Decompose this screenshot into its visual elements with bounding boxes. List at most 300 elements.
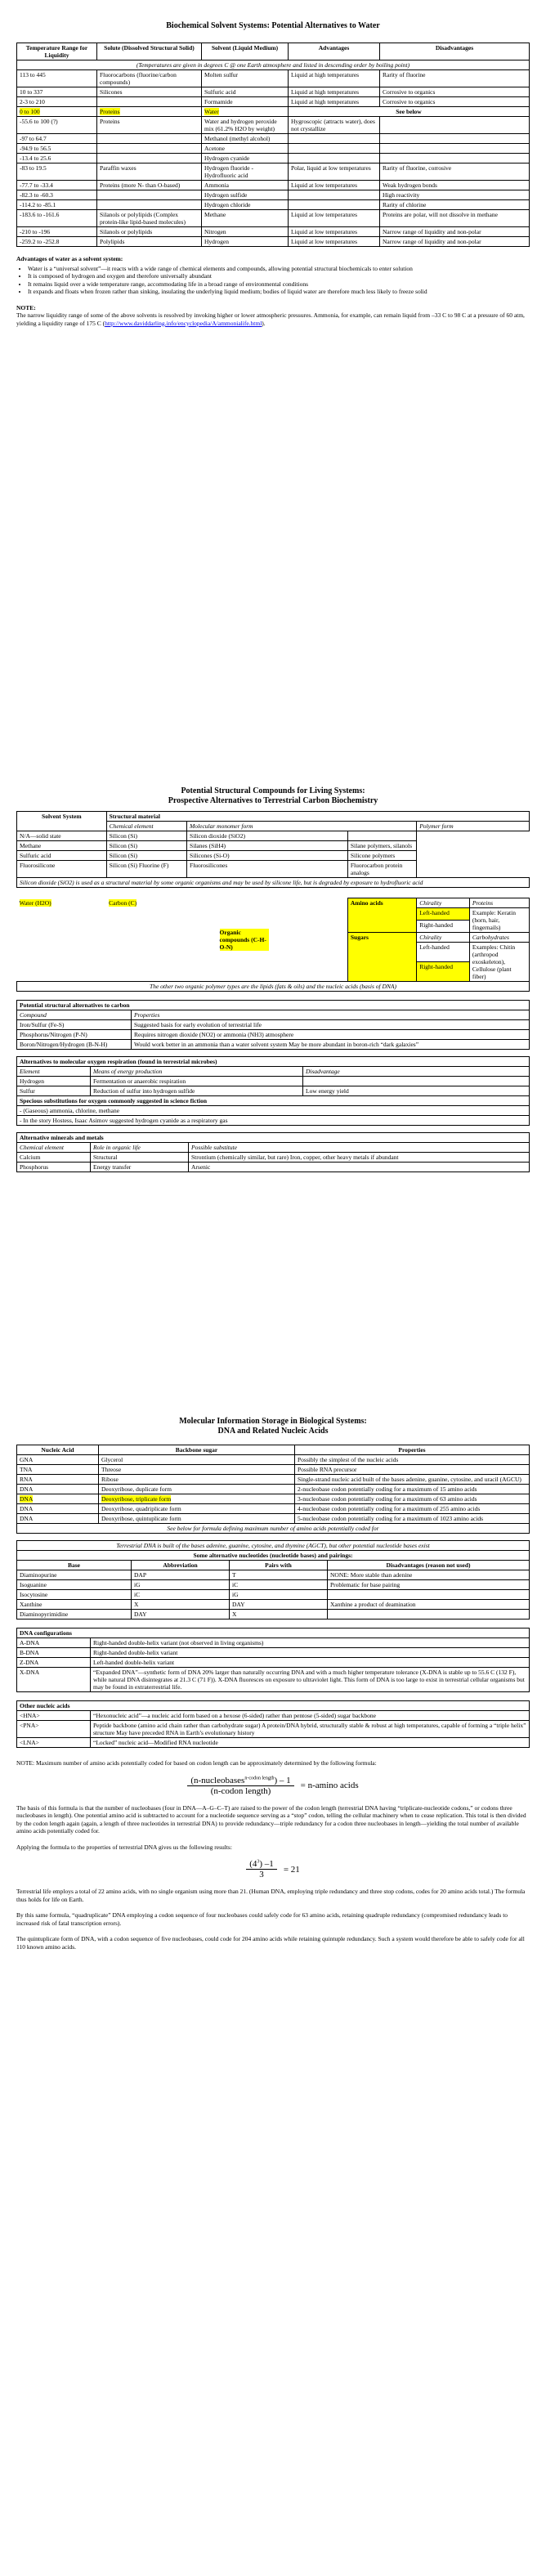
nucleic-title-2: DNA and Related Nucleic Acids — [217, 1427, 329, 1436]
solvent-note-row: (Temperatures are given in degrees C @ one Earth atmosphere and listed in descending order by boiling point) — [17, 60, 530, 70]
table-row-cell — [289, 154, 380, 164]
table-row-cell: iC — [132, 1590, 230, 1600]
right-handed-sugar: Right-handed — [417, 962, 470, 982]
table-row-cell: Liquid at high temperatures — [289, 87, 380, 97]
table-row — [17, 134, 530, 144]
list-item: • It is composed of hydrogen and oxygen and therefore universally abundant — [28, 272, 530, 280]
table-row-cell: -77.7 to -33.4 — [17, 181, 97, 190]
table-row-cell: Isoguanine — [17, 1580, 132, 1590]
table-row-cell — [380, 144, 530, 154]
table-row-cell: Threose — [99, 1465, 295, 1475]
table-row-cell: DAP — [132, 1570, 230, 1580]
table-row-cell: Suggested basis for early evolution of terrestrial life — [132, 1020, 530, 1030]
mol-title: Alternatives to molecular oxygen respiration (found in terrestrial microbes) — [17, 1057, 530, 1067]
table-row-cell — [17, 107, 97, 117]
table-row-cell: Silane polymers, silanols — [347, 841, 416, 851]
table-row-cell — [97, 144, 202, 154]
table-row-cell: RNA — [17, 1475, 99, 1485]
table-row-cell: iG — [132, 1580, 230, 1590]
nucleobase-table — [16, 1540, 530, 1620]
table-row-cell: Deoxyribose, quintuplicate form — [99, 1514, 295, 1524]
table-row — [17, 1721, 530, 1738]
highlight: Proteins — [100, 108, 120, 115]
table-row — [17, 210, 530, 227]
table-row-cell: Paraffin waxes — [97, 164, 202, 181]
mol-rows — [17, 1077, 530, 1096]
table-row-cell: -55.6 to 100 (?) — [17, 117, 97, 134]
table-row-cell: Hydrogen — [17, 1077, 91, 1086]
th-temp: Temperature Range for Liquidity — [17, 43, 97, 60]
table-row — [17, 1504, 530, 1514]
structural-title-2: Prospective Alternatives to Terrestrial Carbon Biochemistry — [168, 796, 378, 805]
table-row-cell: Molten sulfur — [202, 70, 289, 87]
table-row-cell: Hydrogen fluoride -Hydrofluoric acid — [202, 164, 289, 181]
table-row — [17, 1638, 530, 1648]
table-row — [17, 1153, 530, 1163]
table-row — [17, 1020, 530, 1030]
table-row-cell: Polar, liquid at low temperatures — [289, 164, 380, 181]
list-item: • It expands and floats when frozen rather than sinking, insulating the underlying liquid medium; bodies of liquid water are therefore much less likely to freeze solid — [28, 288, 530, 296]
table-row-cell: Silicon (Si) — [106, 841, 186, 851]
table-row — [17, 227, 530, 237]
amino-label: Amino acids — [347, 898, 416, 933]
other-rows — [17, 1711, 530, 1748]
carbs-label: Carbohydrates — [469, 933, 529, 943]
table-row-cell: Liquid at low temperatures — [289, 227, 380, 237]
table-row-cell: See below — [289, 107, 530, 117]
table-row-cell: 5-nucleobase codon potentially coding for a maximum of 1023 amino acids — [295, 1514, 530, 1524]
table-row-cell: 3-nucleobase codon potentially coding for a maximum of 63 amino acids — [295, 1494, 530, 1504]
sugars-label: Sugars — [347, 933, 416, 982]
table-row-cell: Glycerol — [99, 1455, 295, 1465]
alt-title: Alternative minerals and metals — [17, 1133, 530, 1143]
table-row-cell: Methane — [202, 210, 289, 227]
note-text — [16, 311, 530, 327]
table-row-cell: Silicones (Si-O) — [187, 851, 348, 861]
th-solvent-system: Solvent System — [17, 812, 107, 831]
table-row-cell — [202, 107, 289, 117]
proteins-example: Example: Keratin (horn, hair, fingernails) — [469, 908, 529, 933]
table-row-cell: “Locked” nucleic acid—Modified RNA nucleotide — [91, 1738, 530, 1748]
left-handed-amino: Left-handed — [417, 908, 470, 921]
table-row-cell: <LNA> — [17, 1738, 91, 1748]
table-row-cell: Energy transfer — [91, 1163, 189, 1172]
table-row-cell: Iron/Sulfur (Fe-S) — [17, 1020, 132, 1030]
conf-title: DNA configurations — [17, 1628, 530, 1638]
table-row-cell: Fermentation or anaerobic respiration — [91, 1077, 303, 1086]
table-row-cell: Silicon (Si) Fluorine (F) — [106, 861, 186, 878]
mol-h-element: Element — [17, 1067, 91, 1077]
table-row — [17, 1494, 530, 1504]
nucleic-section — [16, 1417, 530, 1951]
table-row — [17, 1610, 530, 1620]
alt-h-element: Chemical element — [17, 1143, 91, 1153]
table-row-cell: Proteins are polar, will not dissolve in methane — [380, 210, 530, 227]
th-advantages: Advantages — [289, 43, 380, 60]
table-row-cell: X — [132, 1600, 230, 1610]
table-row-cell: Problematic for base pairing — [328, 1580, 530, 1590]
table-row-cell — [289, 200, 380, 210]
table-row-cell: “Hexonucleic acid”—a nucleic acid form based on a hexose (6-sided) rather than pentose (5-sided) sugar backbone — [91, 1711, 530, 1721]
table-row-cell: Silanols or polylipids (Complex protein-like lipid-based molecules) — [97, 210, 202, 227]
table-row-cell: Hygroscopic (attracts water), does not crystallize — [289, 117, 380, 134]
structural-rows — [17, 831, 530, 878]
table-row-cell: 10 to 337 — [17, 87, 97, 97]
table-row — [17, 1465, 530, 1475]
highlight: 0 to 100 — [20, 108, 40, 115]
table-row-cell: Phosphorus/Nitrogen (P-N) — [17, 1030, 132, 1040]
right-handed-amino: Right-handed — [417, 921, 470, 933]
table-row-cell: Polylipids — [97, 237, 202, 247]
table-row — [17, 70, 530, 87]
table-row-cell: Left-handed double-helix variant — [91, 1658, 530, 1668]
table-row — [17, 107, 530, 117]
spec-title: Specious substitutions for oxygen commonly suggested in science fiction — [17, 1096, 530, 1106]
table-row-cell — [289, 144, 380, 154]
table-row-cell: Isocytosine — [17, 1590, 132, 1600]
note-link[interactable]: http://www.daviddarling.info/encyclopedia/A/ammonialife.html — [105, 319, 262, 327]
th-solute: Solute (Dissolved Structural Solid) — [97, 43, 202, 60]
table-row-cell: Fluorocarbons (fluorine/carbon compounds) — [97, 70, 202, 87]
th-disadv: Disadvantages (reason not used) — [328, 1561, 530, 1570]
table-row-cell — [97, 190, 202, 200]
table-row-cell: Silanols or polylipids — [97, 227, 202, 237]
table-row-cell: -183.6 to -161.6 — [17, 210, 97, 227]
table-row-cell: Liquid at high temperatures — [289, 70, 380, 87]
table-row-cell — [97, 134, 202, 144]
table-row — [17, 1514, 530, 1524]
table-row-cell: Deoxyribose, quadriplicate form — [99, 1504, 295, 1514]
water-adv-list — [28, 265, 530, 296]
table-row-cell: Strontium (chemically similar, but rare) Iron, copper, other heavy metals if abundant — [189, 1153, 530, 1163]
conf-rows — [17, 1638, 530, 1692]
table-row-cell: -94.9 to 56.5 — [17, 144, 97, 154]
highlight: Deoxyribose, triplicate form — [101, 1495, 172, 1503]
highlight: Water — [204, 108, 219, 115]
table-row-cell: Narrow range of liquidity and non-polar — [380, 237, 530, 247]
solvent-rows — [17, 70, 530, 247]
th-chem-element: Chemical element — [106, 822, 186, 831]
table-row-cell: Right-handed double-helix variant — [91, 1648, 530, 1658]
table-row-cell: B-DNA — [17, 1648, 91, 1658]
table-row-cell — [303, 1077, 530, 1086]
table-row-cell: Sulfuric acid — [17, 851, 107, 861]
table-row — [17, 237, 530, 247]
table-row-cell: Corrosive to organics — [380, 97, 530, 107]
table-row-cell — [99, 1494, 295, 1504]
spec-row-2: - In the story Hostess, Isaac Asimov suggested hydrogen cyanide as a respiratory gas — [17, 1116, 530, 1126]
table-row-cell: Possibly the simplest of the nucleic acids — [295, 1455, 530, 1465]
table-row-cell: Arsenic — [189, 1163, 530, 1172]
th-properties: Properties — [295, 1445, 530, 1455]
table-row-cell — [97, 97, 202, 107]
table-row-cell: Methane — [17, 841, 107, 851]
table-row — [17, 1648, 530, 1658]
other-polymers-note: The other two organic polymer types are the lipids (fats & oils) and the nucleic acids (basis of DNA) — [17, 982, 530, 992]
carbon-label: Carbon (C) — [109, 898, 137, 907]
table-row — [17, 1658, 530, 1668]
table-row-cell: Proteins — [97, 117, 202, 134]
table-row-cell: Weak hydrogen bonds — [380, 181, 530, 190]
table-row-cell: NONE: More stable than adenine — [328, 1570, 530, 1580]
table-row-cell: 2-3 to 210 — [17, 97, 97, 107]
table-row-cell: Nitrogen — [202, 227, 289, 237]
table-row — [17, 1668, 530, 1692]
table-row-cell: Liquid at low temperatures — [289, 210, 380, 227]
table-row-cell: Xanthine a product of deamination — [328, 1600, 530, 1610]
para-4: By this same formula, “quadruplicate” DNA employing a codon sequence of four nucleobases could safely code for 63 amino acids, retaining quadruple redundancy (compromised redundancy leads to increased risk of fatal transcription errors). — [16, 1911, 508, 1927]
th-disadvantages: Disadvantages — [380, 43, 530, 60]
table-row-cell — [380, 134, 530, 144]
other-title: Other nucleic acids — [17, 1701, 530, 1711]
table-row-cell: Fluorocarbon protein analogs — [347, 861, 416, 878]
table-row-cell: DAY — [230, 1600, 328, 1610]
table-row-cell: Structural — [91, 1153, 189, 1163]
table-row-cell: Calcium — [17, 1153, 91, 1163]
table-row-cell: 4-nucleobase codon potentially coding for a maximum of 255 amino acids — [295, 1504, 530, 1514]
some-title: Some alternative nucleotides (nucleotide bases) and pairings: — [17, 1551, 530, 1561]
table-row-cell: Reduction of sulfur into hydrogen sulfide — [91, 1086, 303, 1096]
table-row — [17, 181, 530, 190]
table-row-cell: DNA — [17, 1504, 99, 1514]
respiration-table — [16, 1056, 530, 1126]
minerals-table — [16, 1132, 530, 1172]
nb-rows — [17, 1570, 530, 1620]
note-end: ). — [262, 319, 266, 327]
table-row-cell: Corrosive to organics — [380, 87, 530, 97]
table-row-cell: TNA — [17, 1465, 99, 1475]
table-row-cell: T — [230, 1570, 328, 1580]
table-row — [17, 164, 530, 181]
pot-rows — [17, 1020, 530, 1050]
table-row-cell: Rarity of fluorine, corrosive — [380, 164, 530, 181]
table-row-cell: Water and hydrogen peroxide mix (61.2% H2O by weight) — [202, 117, 289, 134]
table-row — [17, 1086, 530, 1096]
table-row-cell: Liquid at low temperatures — [289, 237, 380, 247]
table-row-cell: DAY — [132, 1610, 230, 1620]
table-row-cell — [347, 831, 416, 841]
potential-alt-table — [16, 1000, 530, 1050]
table-row — [17, 117, 530, 134]
solvent-section — [16, 21, 530, 327]
table-row-cell: Proteins (more N- than O-based) — [97, 181, 202, 190]
chirality-label: Chirality — [417, 898, 470, 908]
table-row-cell: Liquid at low temperatures — [289, 181, 380, 190]
th-structural: Structural material — [106, 812, 529, 822]
table-row-cell: Formamide — [202, 97, 289, 107]
f2-eq: = 21 — [283, 1864, 300, 1875]
table-row-cell: Phosphorus — [17, 1163, 91, 1172]
table-row-cell: Right-handed double-helix variant (not observed in living organisms) — [91, 1638, 530, 1648]
table-row — [17, 1738, 530, 1748]
table-row-cell: Silicones — [97, 87, 202, 97]
table-row-cell: -82.3 to -60.3 — [17, 190, 97, 200]
para-5: The quintuplicate form of DNA, with a codon sequence of five nucleobases, could code for 204 amino acids while retaining quintuple redundancy. Such a system would therefore be able to safely code for all 110 known amino acids. — [16, 1935, 525, 1951]
th-polymer: Polymer form — [417, 822, 530, 831]
table-row-cell — [328, 1610, 530, 1620]
table-row-cell: Fluorosilicones — [187, 861, 348, 878]
table-row-cell: Silicon (Si) — [106, 851, 186, 861]
table-row-cell: <HNA> — [17, 1711, 91, 1721]
formula-2 — [16, 1859, 530, 1879]
water-label: Water (H2O) — [19, 898, 51, 907]
mol-h-dis: Disadvantage — [303, 1067, 530, 1077]
table-row-cell: X — [230, 1610, 328, 1620]
alt-h-sub: Possible substitute — [189, 1143, 530, 1153]
table-row-cell: A-DNA — [17, 1638, 91, 1648]
table-row-cell: “Expanded DNA”—synthetic form of DNA 20% larger than naturally occurring DNA and with a much higher temperature tolerance (X-DNA is stable up to 55.6 C (132 F), while natural DNA disintegrates at 21.3 C (71 F)). X-DNA fluoresces on exposure to ultraviolet light. This form of DNA is too large to exist in terrestrial cellular organisms but may be found in extraterrestrial life. — [91, 1668, 530, 1692]
table-row-cell: Diaminopyrimidine — [17, 1610, 132, 1620]
pot-h-properties: Properties — [132, 1010, 530, 1020]
table-row-cell — [97, 154, 202, 164]
table-row-cell: Acetone — [202, 144, 289, 154]
alt-rows — [17, 1153, 530, 1172]
formula-1 — [16, 1776, 530, 1796]
table-row-cell: Deoxyribose, duplicate form — [99, 1485, 295, 1494]
table-row-cell — [328, 1590, 530, 1600]
table-row — [17, 1030, 530, 1040]
table-row — [17, 1570, 530, 1580]
table-row — [17, 841, 530, 851]
table-row-cell: Z-DNA — [17, 1658, 91, 1668]
th-pairs: Pairs with — [230, 1561, 328, 1570]
solvent-header-row — [17, 43, 530, 60]
table-row-cell: Diaminopurine — [17, 1570, 132, 1580]
table-row-cell: Ribose — [99, 1475, 295, 1485]
th-monomer: Molecular monomer form — [187, 822, 417, 831]
nucleic-rows — [17, 1455, 530, 1524]
water-adv-title: Advantages of water as a solvent system: — [16, 255, 123, 262]
other-nucleic-table — [16, 1700, 530, 1748]
table-row-cell: X-DNA — [17, 1668, 91, 1692]
see-below-note: See below for formula defining maximum number of amino acids potentially coded for — [17, 1524, 530, 1534]
table-row — [17, 1455, 530, 1465]
f2-num: (4 — [249, 1859, 257, 1869]
table-row-cell: High reactivity — [380, 190, 530, 200]
formula-rest: ) – 1 — [274, 1775, 291, 1785]
structural-title-1: Potential Structural Compounds for Living Systems: — [181, 786, 365, 795]
structural-table — [16, 811, 530, 992]
table-row-cell — [97, 107, 202, 117]
alt-h-role: Role in organic life — [91, 1143, 189, 1153]
spec-row-1: - (Gaseous) ammonia, chlorine, methane — [17, 1106, 530, 1116]
table-row-cell: Rarity of fluorine — [380, 70, 530, 87]
table-row-cell: Possible RNA precursor — [295, 1465, 530, 1475]
th-backbone: Backbone sugar — [99, 1445, 295, 1455]
table-row-cell: <PNA> — [17, 1721, 91, 1738]
table-row — [17, 154, 530, 164]
left-handed-sugar: Left-handed — [417, 943, 470, 962]
th-solvent: Solvent (Liquid Medium) — [202, 43, 289, 60]
table-row-cell: N/A—solid state — [17, 831, 107, 841]
proteins-label: Proteins — [469, 898, 529, 908]
table-row-cell — [17, 1494, 99, 1504]
table-row-cell: Hydrogen chloride — [202, 200, 289, 210]
para-3: Terrestrial life employs a total of 22 amino acids, with no single organism using more than 21. (Human DNA, employing triple redundancy and three stop codons, codes for 20 amino acids total.) The formula thus holds for life on Earth. — [16, 1888, 526, 1903]
table-row — [17, 97, 530, 107]
formula-den: (n-codon length) — [210, 1785, 271, 1796]
table-row-cell — [289, 190, 380, 200]
table-row-cell: Fluorosilicone — [17, 861, 107, 878]
th-nucleic: Nucleic Acid — [17, 1445, 99, 1455]
table-row-cell — [289, 134, 380, 144]
table-row-cell: Xanthine — [17, 1600, 132, 1610]
pot-h-compound: Compound — [17, 1010, 132, 1020]
table-row-cell: -97 to 64.7 — [17, 134, 97, 144]
table-row-cell: Silanes (SiH4) — [187, 841, 348, 851]
table-row — [17, 1040, 530, 1050]
table-row-cell: Hydrogen — [202, 237, 289, 247]
structural-section — [16, 786, 530, 1172]
nucleic-title-1: Molecular Information Storage in Biological Systems: — [179, 1417, 367, 1426]
table-row — [17, 200, 530, 210]
para-1: The basis of this formula is that the number of nucleobases (four in DNA—A–G–C–T) are raised to the power of the codon length (terrestrial DNA having “triplicate-nucleotide codons,” or codons three nucleobases in length). One potential amino acid is subtracted to account for a nucleotide sequence serving as a “stop” codon, telling the cellular machinery when to cease replication. This total is then divided by the codon length again (again, a length of three nucleotides in terrestrial DNA) to provide redundancy—triple redundancy for a codon three nucleobases in length—yielding the total number of available amino acids potentially coded for. — [16, 1803, 526, 1835]
table-row-cell — [380, 117, 530, 134]
chirality-label-2: Chirality — [417, 933, 470, 943]
table-row — [17, 1077, 530, 1086]
table-row-cell: -210 to -196 — [17, 227, 97, 237]
table-row — [17, 87, 530, 97]
table-row-cell: Silicon (Si) — [106, 831, 186, 841]
formula-note: NOTE: Maximum number of amino acids potentially coded for based on codon length can be approximately determined by the following formula: — [16, 1759, 377, 1767]
table-row-cell: DNA — [17, 1514, 99, 1524]
organic-label: Organic compounds (C-H-O-N) — [220, 929, 269, 951]
table-row-cell: Hydrogen sulfide — [202, 190, 289, 200]
table-row — [17, 1580, 530, 1590]
table-row-cell: GNA — [17, 1455, 99, 1465]
formula-num: (n-nucleobases — [190, 1775, 245, 1785]
table-row-cell: Rarity of chlorine — [380, 200, 530, 210]
solvent-table — [16, 43, 530, 247]
table-row — [17, 1475, 530, 1485]
table-row-cell: Boron/Nitrogen/Hydrogen (B-N-H) — [17, 1040, 132, 1050]
table-row-cell: DNA — [17, 1485, 99, 1494]
table-row-cell: iG — [230, 1590, 328, 1600]
table-row-cell: Methanol (methyl alcohol) — [202, 134, 289, 144]
table-row-cell: Silicon dioxide (SiO2) — [187, 831, 348, 841]
table-row — [17, 861, 530, 878]
table-row-cell: Sulfuric acid — [202, 87, 289, 97]
formula-sup: n-codon length — [244, 1775, 275, 1781]
highlight: DNA — [20, 1495, 34, 1503]
table-row — [17, 144, 530, 154]
table-row-cell: Requires nitrogen dioxide (NO2) or ammonia (NH3) atmosphere — [132, 1030, 530, 1040]
note-body: The narrow liquidity range of some of the above solvents is resolved by invoking higher or lower atmospheric pressures. Ammonia, for example, can remain liquid from –33 C to 98 C at a pressure of 60 atm, yielding a liquidity range of 175 C ( — [16, 311, 525, 327]
table-row — [17, 1485, 530, 1494]
list-item: • It remains liquid over a wide temperature range, accommodating life in a broad range of environmental conditions — [28, 280, 530, 289]
table-row — [17, 1590, 530, 1600]
dna-config-table — [16, 1628, 530, 1692]
th-base: Base — [17, 1561, 132, 1570]
table-row-cell: -13.4 to 25.6 — [17, 154, 97, 164]
table-row-cell: -259.2 to -252.8 — [17, 237, 97, 247]
table-row-cell: Silicone polymers — [347, 851, 416, 861]
table-row-cell: Ammonia — [202, 181, 289, 190]
table-row-cell: Single-strand nucleic acid built of the bases adenine, guanine, cytosine, and uracil (AGCU) — [295, 1475, 530, 1485]
table-row-cell: 113 to 445 — [17, 70, 97, 87]
table-row-cell: iC — [230, 1580, 328, 1590]
table-row-cell: -83 to 19.5 — [17, 164, 97, 181]
table-row — [17, 851, 530, 861]
carbs-example: Examples: Chitin (arthropod exoskeleton), Cellulose (plant fiber) — [469, 943, 529, 982]
pot-title: Potential structural alternatives to carbon — [17, 1001, 530, 1010]
table-row — [17, 1163, 530, 1172]
table-row — [17, 190, 530, 200]
terr-note: Terrestrial DNA is built of the bases adenine, guanine, cytosine, and thymine (AGCT), but other potential nucleotide bases exist — [17, 1541, 530, 1551]
table-row-cell — [380, 154, 530, 164]
para-2: Applying the formula to the properties of terrestrial DNA gives us the following results: — [16, 1843, 232, 1851]
th-abbr: Abbreviation — [132, 1561, 230, 1570]
